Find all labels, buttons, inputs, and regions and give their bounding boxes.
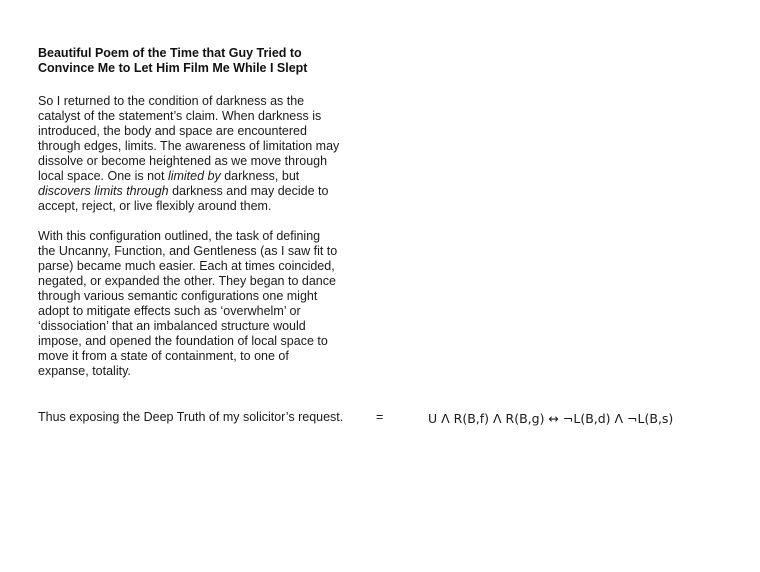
logic-formula: U Λ R(B,f) Λ R(B,g) ↔ ¬L(B,d) Λ ¬L(B,s) [428,411,674,426]
paragraph-2-line: negated, or expanded the other. They began to dance [38,274,336,288]
paragraph-1-line: So I returned to the condition of darkness as the [38,94,305,108]
paragraph-2-line: With this configuration outlined, the task of defining [38,229,321,243]
paragraph-1-line: through edges, limits. The awareness of limitation may [38,139,340,153]
paragraph-1 [38,94,368,214]
paragraph-2-line: move it from a state of containment, to one of [38,349,289,363]
paragraph-2-line: ‘dissociation’ that an imbalanced structure would [38,319,306,333]
paragraph-1-line: dissolve or become heightened as we move through [38,154,328,168]
paragraph-2-line: the Uncanny, Function, and Gentleness (as I saw fit to [38,244,338,258]
poem-title [38,46,358,76]
paragraph-2-line: adopt to mitigate effects such as ‘overwhelm’ or [38,304,301,318]
text-run: local space. One is not [38,169,168,183]
emphasis-limited-by: limited by [167,169,221,183]
emphasis-discovers-limits: discovers limits through [38,184,169,198]
paragraph-1-line: introduced, the body and space are encountered [38,124,307,138]
paragraph-2 [38,229,368,379]
conclusion-sentence: Thus exposing the Deep Truth of my solicitor’s request. [38,410,344,424]
paragraph-1-line: accept, reject, or live flexibly around them. [38,199,272,213]
paragraph-2-line: parse) became much easier. Each at times coincided, [38,259,335,273]
title-line-2: Convince Me to Let Him Film Me While I Slept [38,61,308,75]
paragraph-2-line: expanse, totality. [38,364,131,378]
title-line-1: Beautiful Poem of the Time that Guy Tried to [38,46,302,60]
paragraph-1-line: catalyst of the statement’s claim. When darkness is [38,109,322,123]
equals-sign: = [376,410,384,424]
paragraph-1-line [38,184,368,199]
paragraph-2-line: impose, and opened the foundation of local space to [38,334,328,348]
text-run: darkness and may decide to [168,184,329,198]
paragraph-1-line [38,169,368,184]
paragraph-2-line: through various semantic configurations one might [38,289,318,303]
text-run: darkness, but [220,169,300,183]
